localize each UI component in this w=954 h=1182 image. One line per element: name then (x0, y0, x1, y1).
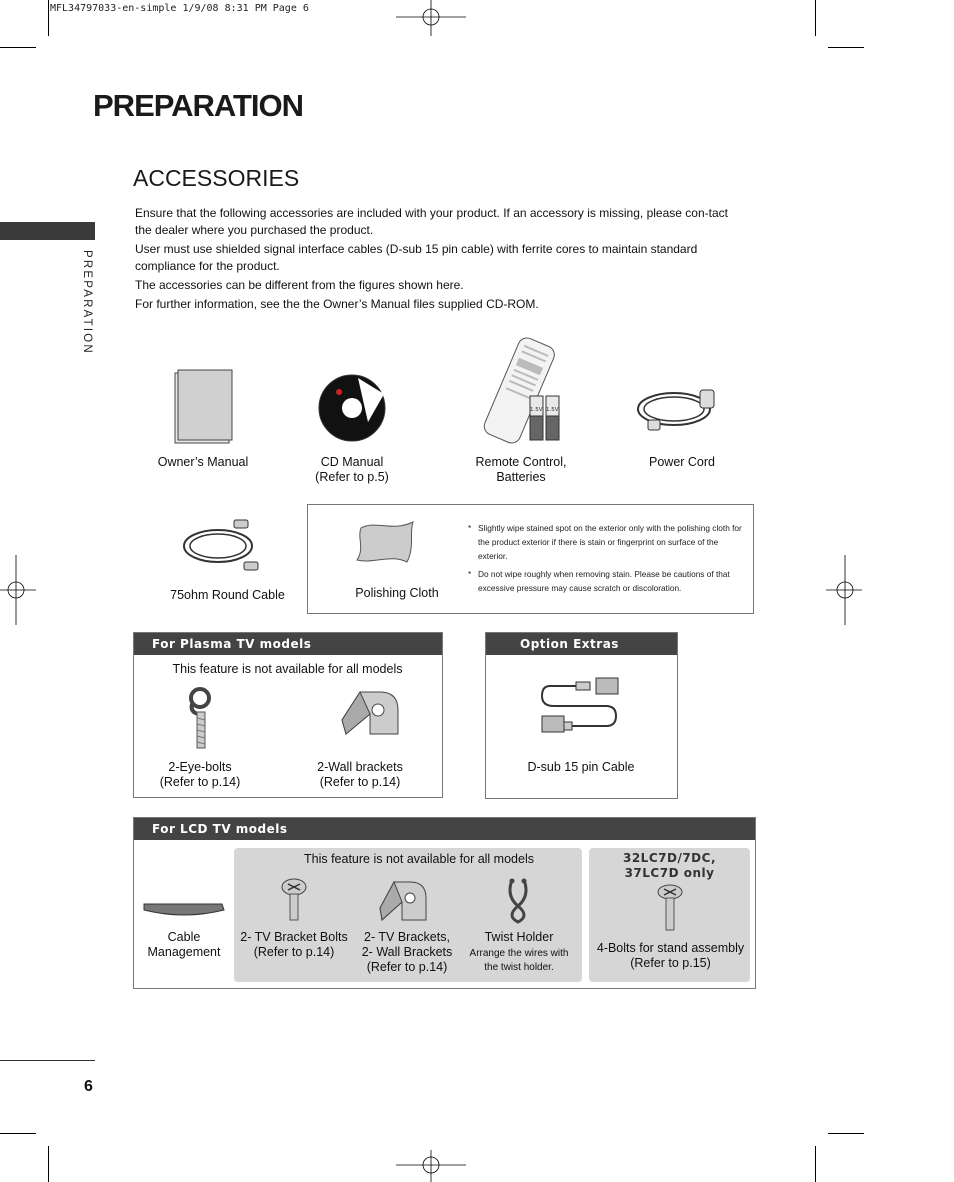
owners-manual-label: Owner’s Manual (157, 455, 249, 469)
side-tab-bar (0, 222, 95, 240)
cloth-note (468, 521, 742, 563)
caption-line: (Refer to p.5) (315, 470, 389, 484)
dsub-cable-illustration (540, 676, 624, 730)
eye-bolt-illustration (186, 686, 218, 752)
caption-line: 32LC7D/7DC, (622, 851, 717, 865)
power-cord-label: Power Cord (649, 455, 715, 469)
eye-bolts-label (140, 760, 260, 790)
note-bullet: * (468, 569, 472, 579)
dsub-cable-label: D-sub 15 pin Cable (527, 760, 635, 774)
cd-manual-label (292, 455, 412, 485)
intro-paragraph: User must use shielded signal interface cables (D-sub 15 pin cable) with ferrite cores to maintain standard compliance for the product. (135, 242, 698, 273)
polishing-cloth-illustration (355, 520, 420, 566)
caption-line: (Refer to p.14) (253, 945, 335, 959)
battery-label: 1.5V (546, 407, 559, 413)
page-number: 6 (84, 1078, 93, 1095)
side-tab-label: PREPARATION (81, 250, 93, 355)
note-text: Slightly wipe stained spot on the exterior only with the polishing cloth for the product exterior if there is stain or fingerprint on surface of the exterior. (478, 523, 742, 561)
caption-line: the twist holder. (484, 962, 554, 973)
caption-line: Arrange the wires with (469, 948, 569, 959)
plasma-availability-note: This feature is not available for all models (172, 662, 403, 676)
lcd-header: For LCD TV models (134, 818, 755, 840)
plasma-header: For Plasma TV models (134, 633, 442, 655)
page-title: PREPARATION (93, 88, 304, 123)
remote-label (456, 455, 586, 485)
intro-paragraph: For further information, see the the Owner’s Manual files supplied CD-ROM. (135, 297, 539, 311)
manual-illustration (175, 370, 235, 445)
option-extras-header: Option Extras (486, 633, 677, 655)
stand-bolts-label (592, 941, 749, 971)
cd-illustration (318, 374, 386, 442)
caption-line: CD Manual (320, 455, 384, 469)
crop-mark (815, 1146, 816, 1182)
crop-mark (828, 1133, 864, 1134)
cable-management-label (134, 930, 234, 960)
registration-mark (396, 1150, 466, 1182)
lcd-availability-note: This feature is not available for all models (304, 852, 534, 866)
caption-line: 2- Wall Brackets (361, 945, 453, 959)
caption-line: 2-Eye-bolts (168, 760, 232, 774)
crop-mark (828, 47, 864, 48)
registration-mark (396, 0, 466, 36)
caption-line: Batteries (496, 470, 546, 484)
print-slug: MFL34797033-en-simple 1/9/08 8:31 PM Page 6 (50, 3, 309, 14)
twist-holder-illustration (504, 878, 534, 924)
tv-brackets-label (354, 930, 460, 975)
intro-paragraph: The accessories can be different from the figures shown here. (135, 278, 464, 292)
section-title: ACCESSORIES (133, 165, 300, 191)
caption-line: 4-Bolts for stand assembly (596, 941, 745, 955)
caption-line: (Refer to p.15) (630, 956, 711, 970)
caption-line: 2- TV Brackets, (364, 930, 450, 944)
stand-bolt-illustration (656, 884, 684, 932)
crop-mark (815, 0, 816, 36)
crop-mark (0, 47, 36, 48)
caption-line: 37LC7D only (624, 866, 715, 880)
note-bullet: * (468, 523, 472, 533)
intro-paragraph: Ensure that the following accessories are included with your product. If an accessory is missing, please con-tact the dealer where you purchased the product. (135, 206, 728, 237)
caption-line: (Refer to p.14) (319, 775, 401, 789)
crop-mark (48, 1146, 49, 1182)
caption-line: (Refer to p.14) (366, 960, 448, 974)
wall-bracket-illustration (340, 690, 402, 740)
caption-line: Remote Control, (475, 455, 567, 469)
intro-text (135, 205, 745, 315)
twist-holder-label: Twist Holder (484, 930, 554, 944)
lcd-model-title (589, 851, 750, 881)
round-cable-label: 75ohm Round Cable (170, 588, 285, 602)
note-text: Do not wipe roughly when removing stain. Please be cautions of that excessive pressure may cause scratch or discoloration. (478, 569, 730, 593)
registration-mark (826, 555, 862, 625)
caption-line: 2-Wall brackets (317, 760, 403, 774)
remote-illustration (468, 336, 568, 446)
registration-mark (0, 555, 36, 625)
caption-line: 2- TV Bracket Bolts (240, 930, 348, 944)
power-cord-illustration (634, 382, 719, 434)
crop-mark (48, 0, 49, 36)
cable-management-illustration (142, 898, 226, 920)
battery-label: 1.5V (530, 407, 543, 413)
bracket-bolt-illustration (280, 878, 308, 922)
round-cable-illustration (180, 518, 262, 578)
tv-bracket-illustration (378, 880, 430, 924)
bracket-bolts-label (236, 930, 352, 960)
cloth-note (468, 567, 742, 595)
caption-line: Management (147, 945, 221, 959)
crop-mark (0, 1133, 36, 1134)
twist-holder-note (460, 947, 578, 975)
polishing-cloth-label: Polishing Cloth (355, 586, 439, 600)
caption-line: (Refer to p.14) (159, 775, 241, 789)
footer-rule (0, 1060, 95, 1061)
wall-brackets-label (300, 760, 420, 790)
caption-line: Cable (167, 930, 201, 944)
